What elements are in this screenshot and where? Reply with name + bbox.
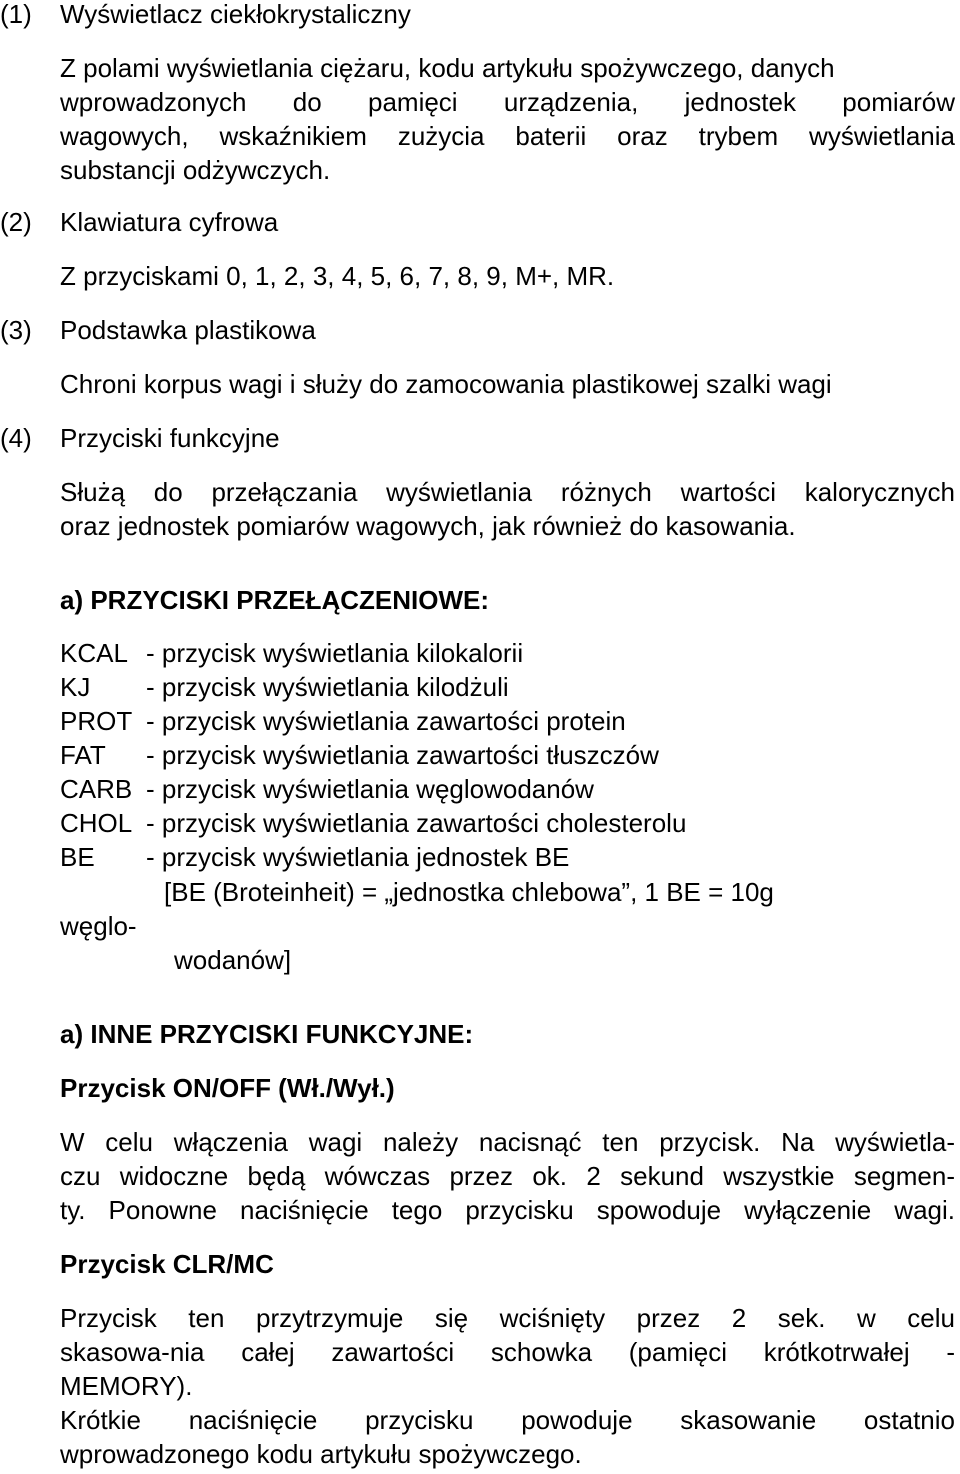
clr-text-line: MEMORY). bbox=[60, 1371, 193, 1401]
section-body-line: Z polami wyświetlania ciężaru, kodu artykułu spożywczego, danych bbox=[60, 53, 835, 83]
button-code: CHOL bbox=[60, 808, 133, 838]
be-note-line: wodanów] bbox=[174, 945, 292, 975]
clr-text-line: Krótkie naciśnięcie przycisku powoduje skasowanie ostatnio bbox=[60, 1405, 955, 1435]
section-number: (1) bbox=[0, 0, 32, 29]
be-note-line: węglo- bbox=[60, 911, 137, 941]
section-number: (4) bbox=[0, 423, 32, 453]
section-body-line: Służą do przełączania wyświetlania różnych wartości kalorycznych bbox=[60, 477, 955, 507]
button-description: - przycisk wyświetlania kilodżuli bbox=[146, 672, 509, 702]
button-description: - przycisk wyświetlania zawartości cholesterolu bbox=[146, 808, 687, 838]
section-number: (2) bbox=[0, 207, 32, 237]
onoff-text-line: czu widoczne będą wówczas przez ok. 2 sekund wszystkie segmen- bbox=[60, 1161, 955, 1191]
list-item bbox=[60, 636, 523, 670]
onoff-text-line: ty. Ponowne naciśnięcie tego przycisku spowoduje wyłączenie wagi. bbox=[60, 1195, 955, 1225]
clr-text-line: wprowadzonego kodu artykułu spożywczego. bbox=[60, 1439, 582, 1469]
button-code: KJ bbox=[60, 672, 91, 702]
button-description: - przycisk wyświetlania jednostek BE bbox=[146, 842, 570, 872]
list-item bbox=[60, 806, 686, 840]
section-body-line: wagowych, wskaźnikiem zużycia baterii oraz trybem wyświetlania bbox=[60, 121, 955, 151]
other-buttons-heading: a) INNE PRZYCISKI FUNKCYJNE: bbox=[60, 1019, 474, 1049]
clr-text-line: skasowa-nia całej zawartości schowka (pamięci krótkotrwałej - bbox=[60, 1337, 955, 1367]
section-body-line: Chroni korpus wagi i służy do zamocowania plastikowej szalki wagi bbox=[60, 369, 832, 399]
section-number: (3) bbox=[0, 315, 32, 345]
section-heading: Przyciski funkcyjne bbox=[60, 423, 280, 453]
be-note-line: [BE (Broteinheit) = „jednostka chlebowa”, 1 BE = 10g bbox=[164, 877, 774, 907]
list-item bbox=[60, 840, 569, 874]
switch-buttons-heading: a) PRZYCISKI PRZEŁĄCZENIOWE: bbox=[60, 585, 490, 615]
button-description: - przycisk wyświetlania kilokalorii bbox=[146, 638, 524, 668]
list-item bbox=[60, 704, 626, 738]
list-item bbox=[60, 738, 659, 772]
button-code: KCAL bbox=[60, 638, 128, 668]
section-body-line: wprowadzonych do pamięci urządzenia, jednostek pomiarów bbox=[60, 87, 955, 117]
button-code: CARB bbox=[60, 774, 133, 804]
section-heading: Wyświetlacz ciekłokrystaliczny bbox=[60, 0, 411, 29]
list-item bbox=[60, 772, 594, 806]
list-item bbox=[60, 670, 509, 704]
section-heading: Klawiatura cyfrowa bbox=[60, 207, 279, 237]
section-body-line: oraz jednostek pomiarów wagowych, jak również do kasowania. bbox=[60, 511, 796, 541]
button-code: BE bbox=[60, 842, 95, 872]
clr-text-line: Przycisk ten przytrzymuje się wciśnięty przez 2 sek. w celu bbox=[60, 1303, 955, 1333]
clr-title: Przycisk CLR/MC bbox=[60, 1249, 274, 1279]
section-heading: Podstawka plastikowa bbox=[60, 315, 316, 345]
section-body-line: Z przyciskami 0, 1, 2, 3, 4, 5, 6, 7, 8, 9, M+, MR. bbox=[60, 261, 615, 291]
button-description: - przycisk wyświetlania zawartości protein bbox=[146, 706, 626, 736]
button-code: PROT bbox=[60, 706, 133, 736]
button-code: FAT bbox=[60, 740, 106, 770]
button-description: - przycisk wyświetlania zawartości tłuszczów bbox=[146, 740, 659, 770]
button-description: - przycisk wyświetlania węglowodanów bbox=[146, 774, 594, 804]
onoff-title: Przycisk ON/OFF (Wł./Wył.) bbox=[60, 1073, 395, 1103]
onoff-text-line: W celu włączenia wagi należy nacisnąć ten przycisk. Na wyświetla- bbox=[60, 1127, 955, 1157]
section-body-line: substancji odżywczych. bbox=[60, 155, 331, 185]
